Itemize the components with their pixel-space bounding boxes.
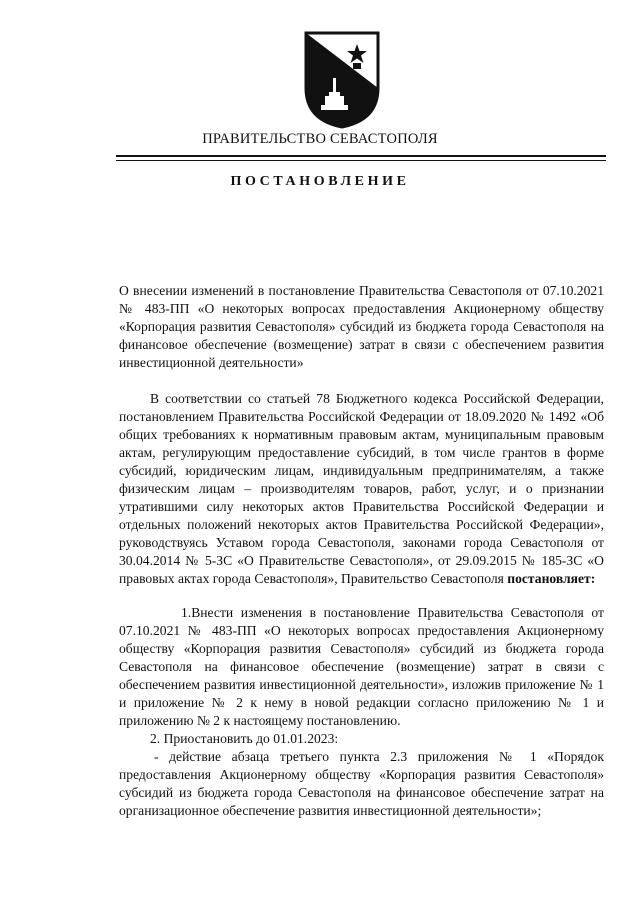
clause-2-subitem: - действие абзаца третьего пункта 2.3 приложения № 1 «Порядок предоставления Акционерному обществу «Корпорация развития Севастополя» субсидий из бюджета города Севастополя на финансовое обеспечение затрат на организационное обеспечение развития инвестиционной деятельности»; bbox=[119, 749, 604, 818]
preamble-colon: : bbox=[590, 571, 596, 586]
document-body bbox=[119, 282, 604, 820]
clause-2-text: Приостановить до 01.01.2023: bbox=[163, 731, 339, 746]
organization-name: ПРАВИТЕЛЬСТВО СЕВАСТОПОЛЯ bbox=[202, 131, 438, 147]
clause-1-number: 1. bbox=[181, 605, 192, 620]
medal-ribbon bbox=[353, 63, 361, 69]
clause-1-text: Внести изменения в постановление Правительства Севастополя от 07.10.2021 № 483-ПП «О некоторых вопросах предоставления Акционерному обществу «Корпорация развития Севастополя» субсидий из бюджета города Севастополя на финансовое обеспечение (возмещение) затрат в связи с обеспечением развития инвестиционной деятельности», изложив приложение № 1 и приложение № 2 к нему в новой редакции согласно приложению № 1 и приложению № 2 к настоящему постановлению. bbox=[119, 605, 604, 728]
header-rule-thick bbox=[116, 155, 606, 157]
header-rule-thin bbox=[116, 160, 606, 161]
preamble-paragraph bbox=[119, 390, 604, 588]
sevastopol-coat-of-arms bbox=[303, 30, 381, 130]
document-subject: О внесении изменений в постановление Правительства Севастополя от 07.10.2021 № 483-ПП «О некоторых вопросах предоставления Акционерному обществу «Корпорация развития Севастополя» субсидий из бюджета города Севастополя на финансовое обеспечение (возмещение) затрат в связи с обеспечением развития инвестиционной деятельности» bbox=[119, 283, 604, 370]
preamble-text: В соответствии со статьей 78 Бюджетного кодекса Российской Федерации, постановлением Правительства Российской Федерации от 18.09.2020 № 1492 «Об общих требованиях к нормативным правовым актам, муниципальным правовым актам, регулирующим предоставление субсидий, в том числе грантов в форме субсидий, юридическим лицам, индивидуальным предпринимателям, а также физическим лицам – производителям товаров, работ, услуг, и о признании утратившими силу некоторых актов Правительства Российской Федерации и отдельных положений некоторых актов Правительства Российской Федерации», руководствуясь Уставом города Севастополя, законами города Севастополя от 30.04.2014 № 5-ЗС «О Правительстве Севастополя», от 29.09.2015 № 185-ЗС «О правовых актах города Севастополя», Правительство Севастополя bbox=[119, 391, 604, 586]
clause-2 bbox=[119, 730, 604, 748]
clause-1 bbox=[119, 604, 604, 730]
clause-2-number: 2. bbox=[150, 731, 161, 746]
document-type-title: ПОСТАНОВЛЕНИЕ bbox=[230, 174, 410, 189]
preamble-verb: постановляет bbox=[507, 571, 591, 586]
